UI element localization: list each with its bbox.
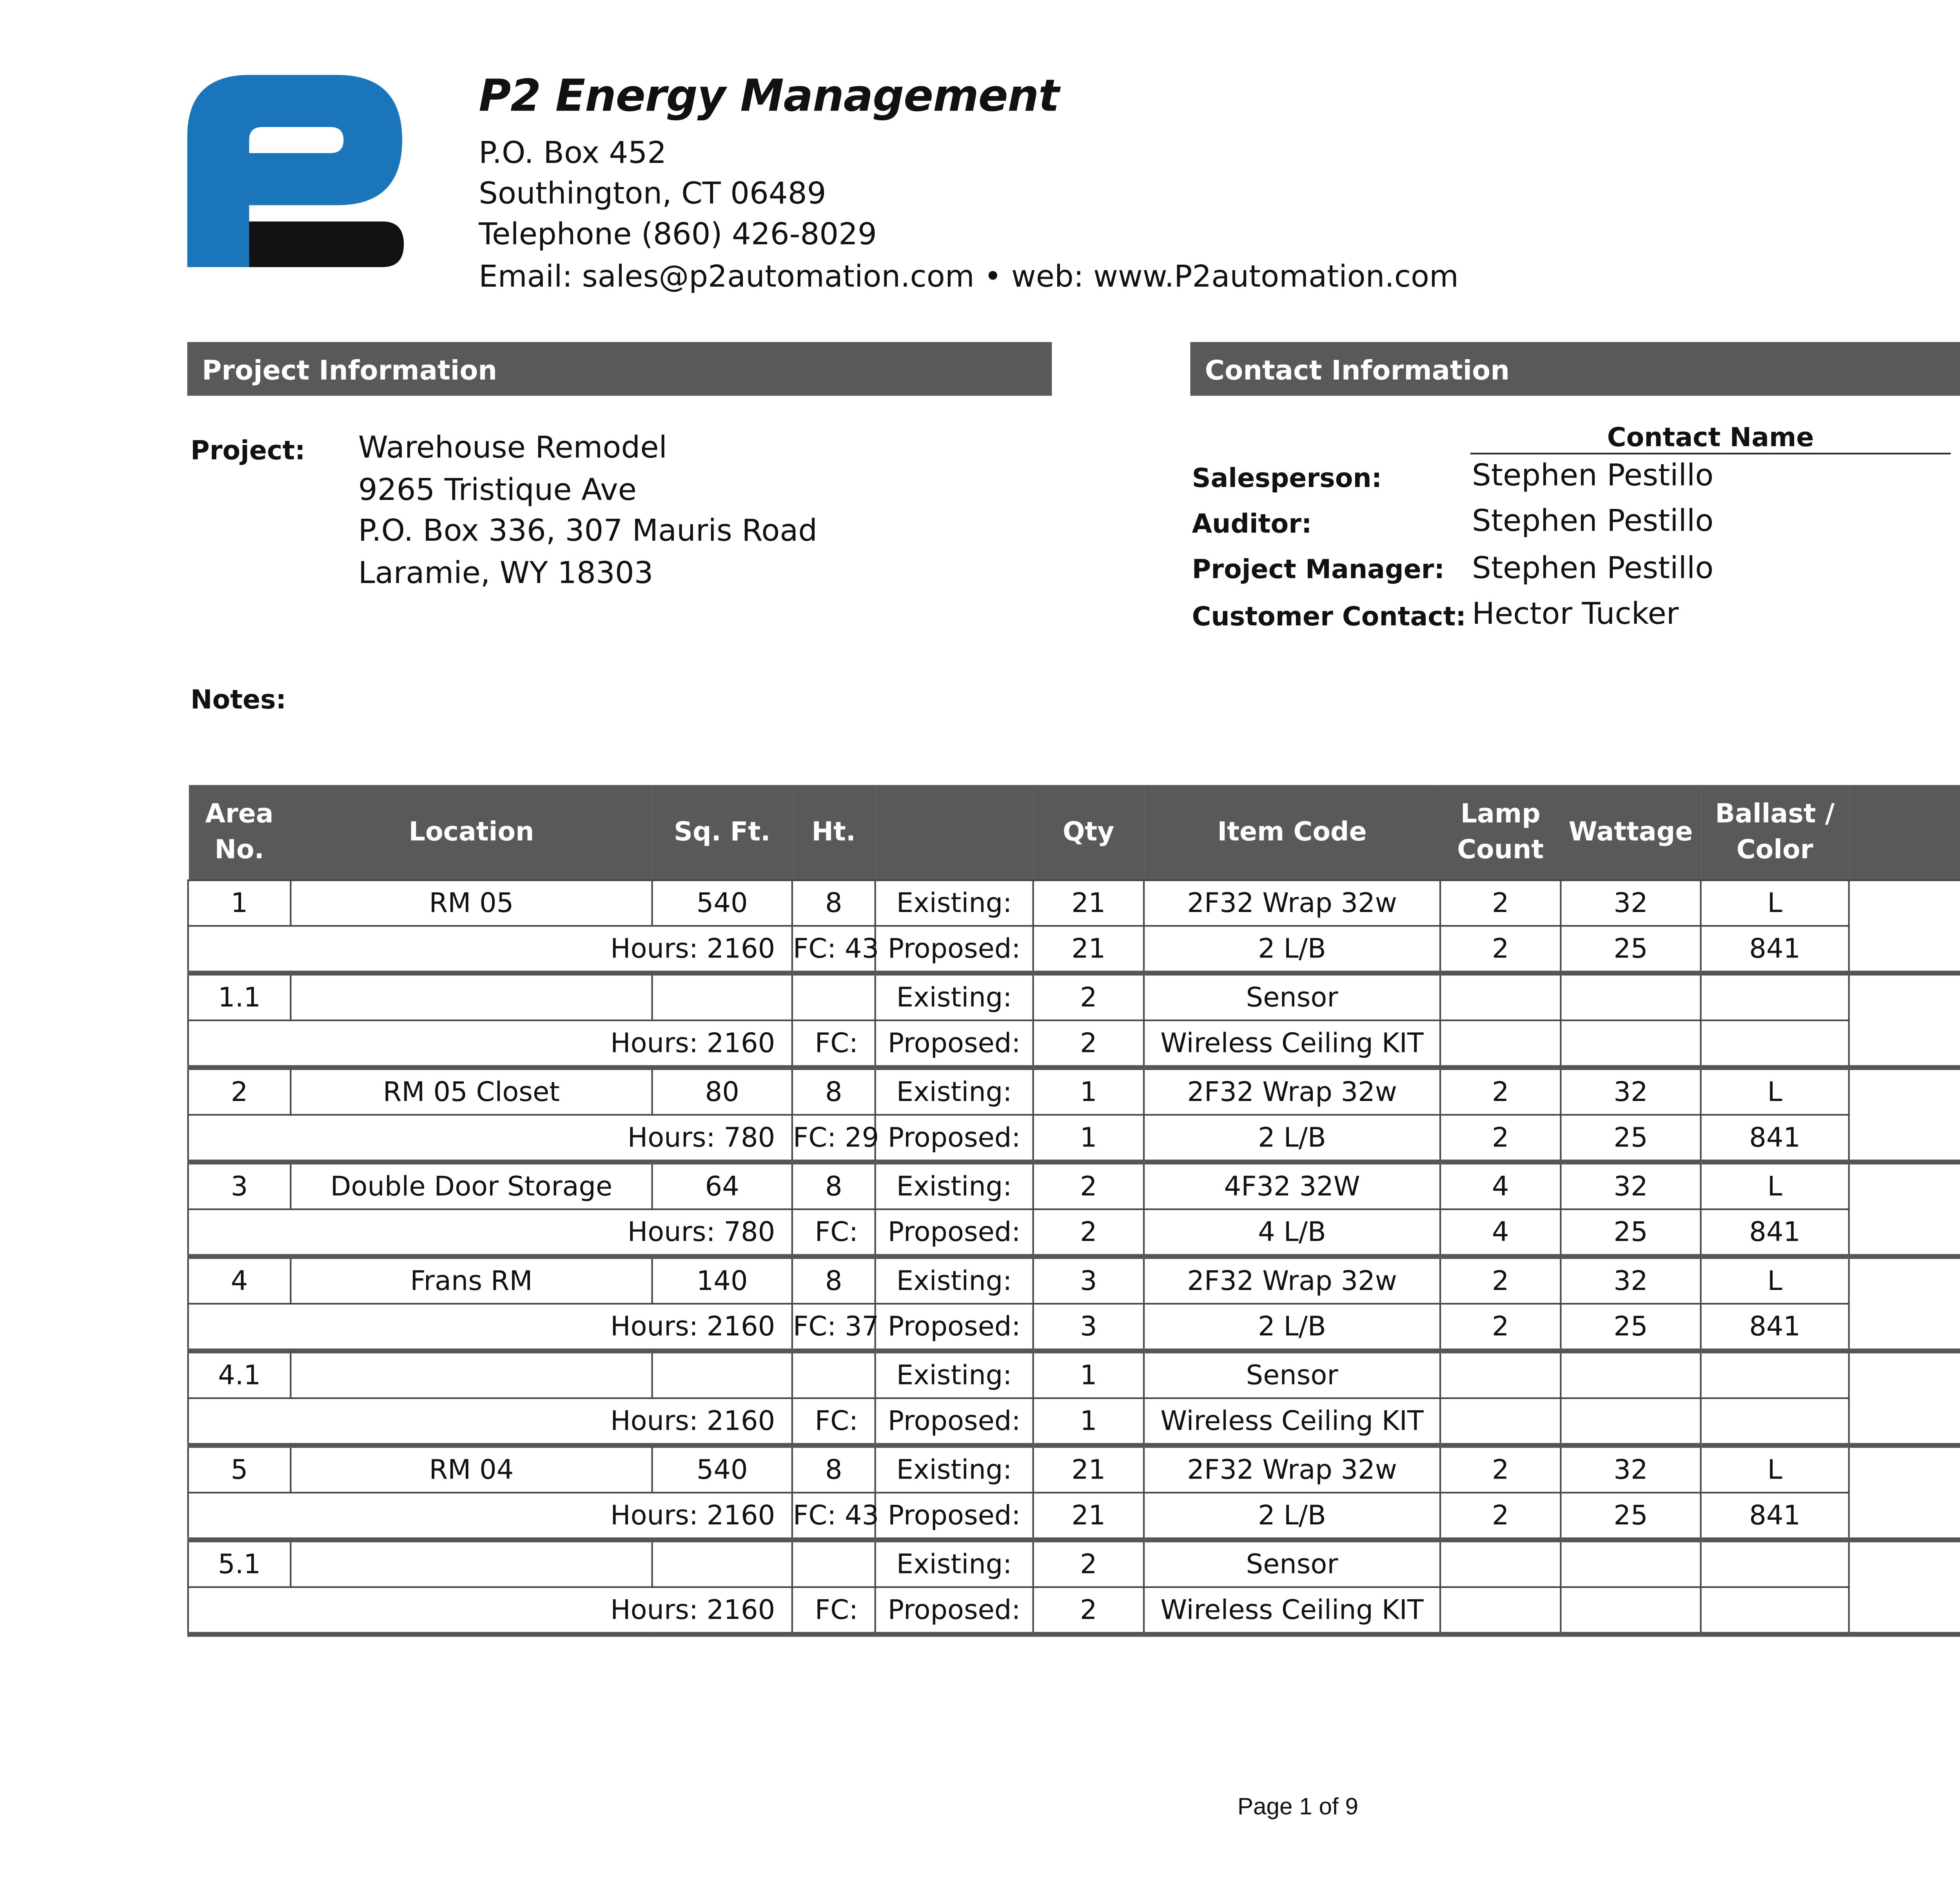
table-row — [188, 1587, 1960, 1634]
proposed-label: Proposed: — [875, 1398, 1033, 1445]
contact-name: Stephen Pestillo — [1472, 459, 1714, 494]
ballast-cell — [1701, 1351, 1849, 1398]
project-info-heading: Project Information — [187, 342, 1052, 396]
ballast-cell — [1701, 1020, 1849, 1067]
table-row — [188, 1068, 1960, 1115]
area-no-header: Area No. — [188, 785, 291, 880]
qty-cell: 2 — [1033, 1209, 1144, 1256]
area-no-cell: 3 — [188, 1162, 291, 1209]
wattage-cell: 25 — [1561, 1493, 1700, 1540]
height-header: Ht. — [792, 785, 875, 880]
contact-name: Stephen Pestillo — [1472, 505, 1714, 539]
location-cell — [290, 1540, 652, 1587]
qty-cell: 2 — [1033, 1162, 1144, 1209]
area-no-cell: 1 — [188, 880, 291, 926]
proposed-label: Proposed: — [875, 1209, 1033, 1256]
location-cell: RM 05 Closet — [290, 1068, 652, 1115]
lamp-count-cell: 2 — [1440, 1445, 1561, 1492]
qty-cell: 1 — [1033, 1115, 1144, 1162]
lamp-count-cell: 2 — [1440, 880, 1561, 926]
hours-cell: Hours: 2160 — [188, 1398, 792, 1445]
table-row — [188, 926, 1960, 973]
table-row — [188, 1445, 1960, 1492]
notes-header — [1849, 785, 1960, 880]
item-code-header: Item Code — [1144, 785, 1440, 880]
wattage-cell: 25 — [1561, 1115, 1700, 1162]
wattage-cell — [1561, 1540, 1700, 1587]
wattage-header: Wattage — [1561, 785, 1700, 880]
area-no-cell: 4 — [188, 1257, 291, 1304]
lamp-count-header: Lamp Count — [1440, 785, 1561, 880]
hours-cell: Hours: 2160 — [188, 1587, 792, 1634]
project-label: Project: — [190, 435, 305, 466]
hours-cell: Hours: 780 — [188, 1115, 792, 1162]
ballast-color-header: Ballast / Color — [1701, 785, 1849, 880]
proposed-label: Proposed: — [875, 1115, 1033, 1162]
table-header-row — [188, 785, 1960, 880]
wattage-cell: 32 — [1561, 1068, 1700, 1115]
height-cell: 8 — [792, 1162, 875, 1209]
item-code-cell: 2 L/B — [1144, 926, 1440, 973]
ballast-cell: 841 — [1701, 926, 1849, 973]
qty-cell: 21 — [1033, 1493, 1144, 1540]
hours-cell: Hours: 2160 — [188, 1020, 792, 1067]
lamp-count-cell: 2 — [1440, 1115, 1561, 1162]
ballast-cell — [1701, 1587, 1849, 1634]
fc-cell: FC: — [792, 1209, 875, 1256]
fixture-table — [187, 785, 1960, 1637]
proposed-label: Proposed: — [875, 1493, 1033, 1540]
sqft-header: Sq. Ft. — [652, 785, 792, 880]
lamp-count-cell — [1440, 973, 1561, 1020]
hours-cell: Hours: 2160 — [188, 926, 792, 973]
item-code-cell: Sensor — [1144, 1351, 1440, 1398]
lamp-count-cell — [1440, 1587, 1561, 1634]
wattage-cell — [1561, 973, 1700, 1020]
qty-cell: 21 — [1033, 880, 1144, 926]
notes-label: Notes: — [190, 684, 287, 715]
qty-cell: 3 — [1033, 1304, 1144, 1351]
fc-cell: FC: 37 — [792, 1304, 875, 1351]
wattage-cell: 32 — [1561, 1257, 1700, 1304]
item-code-cell: 2F32 Wrap 32w — [1144, 1445, 1440, 1492]
qty-cell: 1 — [1033, 1398, 1144, 1445]
contact-role: Customer Contact: — [1192, 601, 1466, 632]
ballast-cell: L — [1701, 1257, 1849, 1304]
table-row — [188, 1115, 1960, 1162]
notes-cell — [1849, 1351, 1960, 1446]
item-code-cell: Sensor — [1144, 973, 1440, 1020]
address-line: Email: sales@p2automation.com • web: www.P2automation.com — [479, 260, 1459, 295]
lamp-count-cell: 4 — [1440, 1209, 1561, 1256]
existing-label: Existing: — [875, 973, 1033, 1020]
fc-cell: FC: — [792, 1587, 875, 1634]
item-code-cell: 2 L/B — [1144, 1115, 1440, 1162]
item-code-cell: 2 L/B — [1144, 1493, 1440, 1540]
project-line: Warehouse Remodel — [358, 431, 667, 466]
height-cell: 8 — [792, 1445, 875, 1492]
contact-name: Stephen Pestillo — [1472, 552, 1714, 587]
ballast-cell: 841 — [1701, 1115, 1849, 1162]
existing-label: Existing: — [875, 1351, 1033, 1398]
proposed-label: Proposed: — [875, 1304, 1033, 1351]
wattage-cell: 25 — [1561, 1304, 1700, 1351]
item-code-cell: Wireless Ceiling KIT — [1144, 1398, 1440, 1445]
area-no-cell: 4.1 — [188, 1351, 291, 1398]
contact-role: Auditor: — [1192, 508, 1312, 539]
location-cell — [290, 1351, 652, 1398]
lamp-count-cell: 4 — [1440, 1162, 1561, 1209]
height-cell — [792, 1351, 875, 1398]
notes-cell — [1849, 1257, 1960, 1351]
item-code-cell: Sensor — [1144, 1540, 1440, 1587]
proposed-label: Proposed: — [875, 926, 1033, 973]
notes-cell — [1849, 1540, 1960, 1634]
sqft-cell — [652, 973, 792, 1020]
contact-name-column: Contact Name — [1470, 420, 1951, 454]
page-number: Page 1 of 9 — [1237, 1795, 1358, 1821]
hours-cell: Hours: 780 — [188, 1209, 792, 1256]
table-row — [188, 1398, 1960, 1445]
wattage-cell: 32 — [1561, 1162, 1700, 1209]
table-row — [188, 1020, 1960, 1067]
item-code-cell: 4 L/B — [1144, 1209, 1440, 1256]
area-no-cell: 2 — [188, 1068, 291, 1115]
table-row — [188, 1209, 1960, 1256]
ballast-cell: L — [1701, 880, 1849, 926]
existing-label: Existing: — [875, 1162, 1033, 1209]
wattage-cell: 25 — [1561, 926, 1700, 973]
notes-cell — [1849, 1445, 1960, 1540]
location-cell — [290, 973, 652, 1020]
notes-cell — [1849, 1068, 1960, 1162]
area-no-cell: 5.1 — [188, 1540, 291, 1587]
qty-cell: 21 — [1033, 926, 1144, 973]
sqft-cell — [652, 1540, 792, 1587]
sqft-cell: 540 — [652, 1445, 792, 1492]
fc-cell: FC: 43 — [792, 1493, 875, 1540]
item-code-cell: 4F32 32W — [1144, 1162, 1440, 1209]
lamp-count-cell: 2 — [1440, 1068, 1561, 1115]
ballast-cell — [1701, 1540, 1849, 1587]
ballast-cell: L — [1701, 1445, 1849, 1492]
p2-logo-icon — [187, 72, 407, 271]
ballast-cell: 841 — [1701, 1304, 1849, 1351]
height-cell: 8 — [792, 1068, 875, 1115]
area-no-cell: 1.1 — [188, 973, 291, 1020]
table-row — [188, 880, 1960, 926]
table-row — [188, 1540, 1960, 1587]
location-cell: Frans RM — [290, 1257, 652, 1304]
fc-cell: FC: 29 — [792, 1115, 875, 1162]
wattage-cell — [1561, 1587, 1700, 1634]
wattage-cell — [1561, 1398, 1700, 1445]
fc-cell: FC: — [792, 1398, 875, 1445]
item-code-cell: Wireless Ceiling KIT — [1144, 1020, 1440, 1067]
wattage-cell: 32 — [1561, 1445, 1700, 1492]
sqft-cell: 540 — [652, 880, 792, 926]
sqft-cell: 64 — [652, 1162, 792, 1209]
project-line: Laramie, WY 18303 — [358, 557, 653, 591]
table-row — [188, 1493, 1960, 1540]
qty-cell: 2 — [1033, 1540, 1144, 1587]
item-code-cell: 2F32 Wrap 32w — [1144, 1257, 1440, 1304]
sqft-cell: 140 — [652, 1257, 792, 1304]
lamp-count-cell — [1440, 1020, 1561, 1067]
location-cell: RM 05 — [290, 880, 652, 926]
address-line: Southington, CT 06489 — [479, 177, 826, 212]
wattage-cell: 32 — [1561, 880, 1700, 926]
height-cell — [792, 1540, 875, 1587]
location-cell: Double Door Storage — [290, 1162, 652, 1209]
notes-cell — [1849, 973, 1960, 1068]
lamp-count-cell — [1440, 1540, 1561, 1587]
fc-cell: FC: — [792, 1020, 875, 1067]
notes-cell — [1849, 880, 1960, 973]
lamp-count-cell: 2 — [1440, 1304, 1561, 1351]
qty-cell: 2 — [1033, 1587, 1144, 1634]
ballast-cell: L — [1701, 1068, 1849, 1115]
wattage-cell — [1561, 1351, 1700, 1398]
wattage-cell: 25 — [1561, 1209, 1700, 1256]
hours-cell: Hours: 2160 — [188, 1304, 792, 1351]
sqft-cell: 80 — [652, 1068, 792, 1115]
qty-cell: 1 — [1033, 1351, 1144, 1398]
proposed-label: Proposed: — [875, 1020, 1033, 1067]
ballast-cell — [1701, 1398, 1849, 1445]
lamp-count-cell — [1440, 1351, 1561, 1398]
proposed-label: Proposed: — [875, 1587, 1033, 1634]
address-line: P.O. Box 452 — [479, 136, 667, 171]
height-cell: 8 — [792, 880, 875, 926]
lamp-count-cell: 2 — [1440, 926, 1561, 973]
table-row — [188, 1304, 1960, 1351]
location-cell: RM 04 — [290, 1445, 652, 1492]
hours-cell: Hours: 2160 — [188, 1493, 792, 1540]
lamp-count-cell — [1440, 1398, 1561, 1445]
status-header — [875, 785, 1033, 880]
qty-cell: 1 — [1033, 1068, 1144, 1115]
ballast-cell — [1701, 973, 1849, 1020]
item-code-cell: 2 L/B — [1144, 1304, 1440, 1351]
item-code-cell: 2F32 Wrap 32w — [1144, 1068, 1440, 1115]
existing-label: Existing: — [875, 880, 1033, 926]
height-cell — [792, 973, 875, 1020]
table-row — [188, 1351, 1960, 1398]
qty-cell: 2 — [1033, 1020, 1144, 1067]
ballast-cell: 841 — [1701, 1493, 1849, 1540]
ballast-cell: 841 — [1701, 1209, 1849, 1256]
location-header: Location — [290, 785, 652, 880]
item-code-cell: Wireless Ceiling KIT — [1144, 1587, 1440, 1634]
existing-label: Existing: — [875, 1445, 1033, 1492]
project-line: 9265 Tristique Ave — [358, 474, 637, 508]
item-code-cell: 2F32 Wrap 32w — [1144, 880, 1440, 926]
table-row — [188, 1162, 1960, 1209]
existing-label: Existing: — [875, 1068, 1033, 1115]
project-line: P.O. Box 336, 307 Mauris Road — [358, 514, 818, 549]
fc-cell: FC: 43 — [792, 926, 875, 973]
table-row — [188, 1257, 1960, 1304]
lamp-count-cell: 2 — [1440, 1257, 1561, 1304]
qty-cell: 2 — [1033, 973, 1144, 1020]
notes-cell — [1849, 1162, 1960, 1257]
qty-header: Qty — [1033, 785, 1144, 880]
height-cell: 8 — [792, 1257, 875, 1304]
contact-info-heading: Contact Information — [1190, 342, 1960, 396]
qty-cell: 21 — [1033, 1445, 1144, 1492]
address-line: Telephone (860) 426-8029 — [479, 218, 877, 253]
sqft-cell — [652, 1351, 792, 1398]
ballast-cell: L — [1701, 1162, 1849, 1209]
existing-label: Existing: — [875, 1540, 1033, 1587]
contact-role: Project Manager: — [1192, 554, 1445, 585]
lamp-count-cell: 2 — [1440, 1493, 1561, 1540]
wattage-cell — [1561, 1020, 1700, 1067]
contact-role: Salesperson: — [1192, 462, 1382, 494]
table-row — [188, 973, 1960, 1020]
company-name: P2 Energy Management — [479, 71, 1059, 122]
existing-label: Existing: — [875, 1257, 1033, 1304]
contact-name: Hector Tucker — [1472, 598, 1679, 632]
qty-cell: 3 — [1033, 1257, 1144, 1304]
area-no-cell: 5 — [188, 1445, 291, 1492]
